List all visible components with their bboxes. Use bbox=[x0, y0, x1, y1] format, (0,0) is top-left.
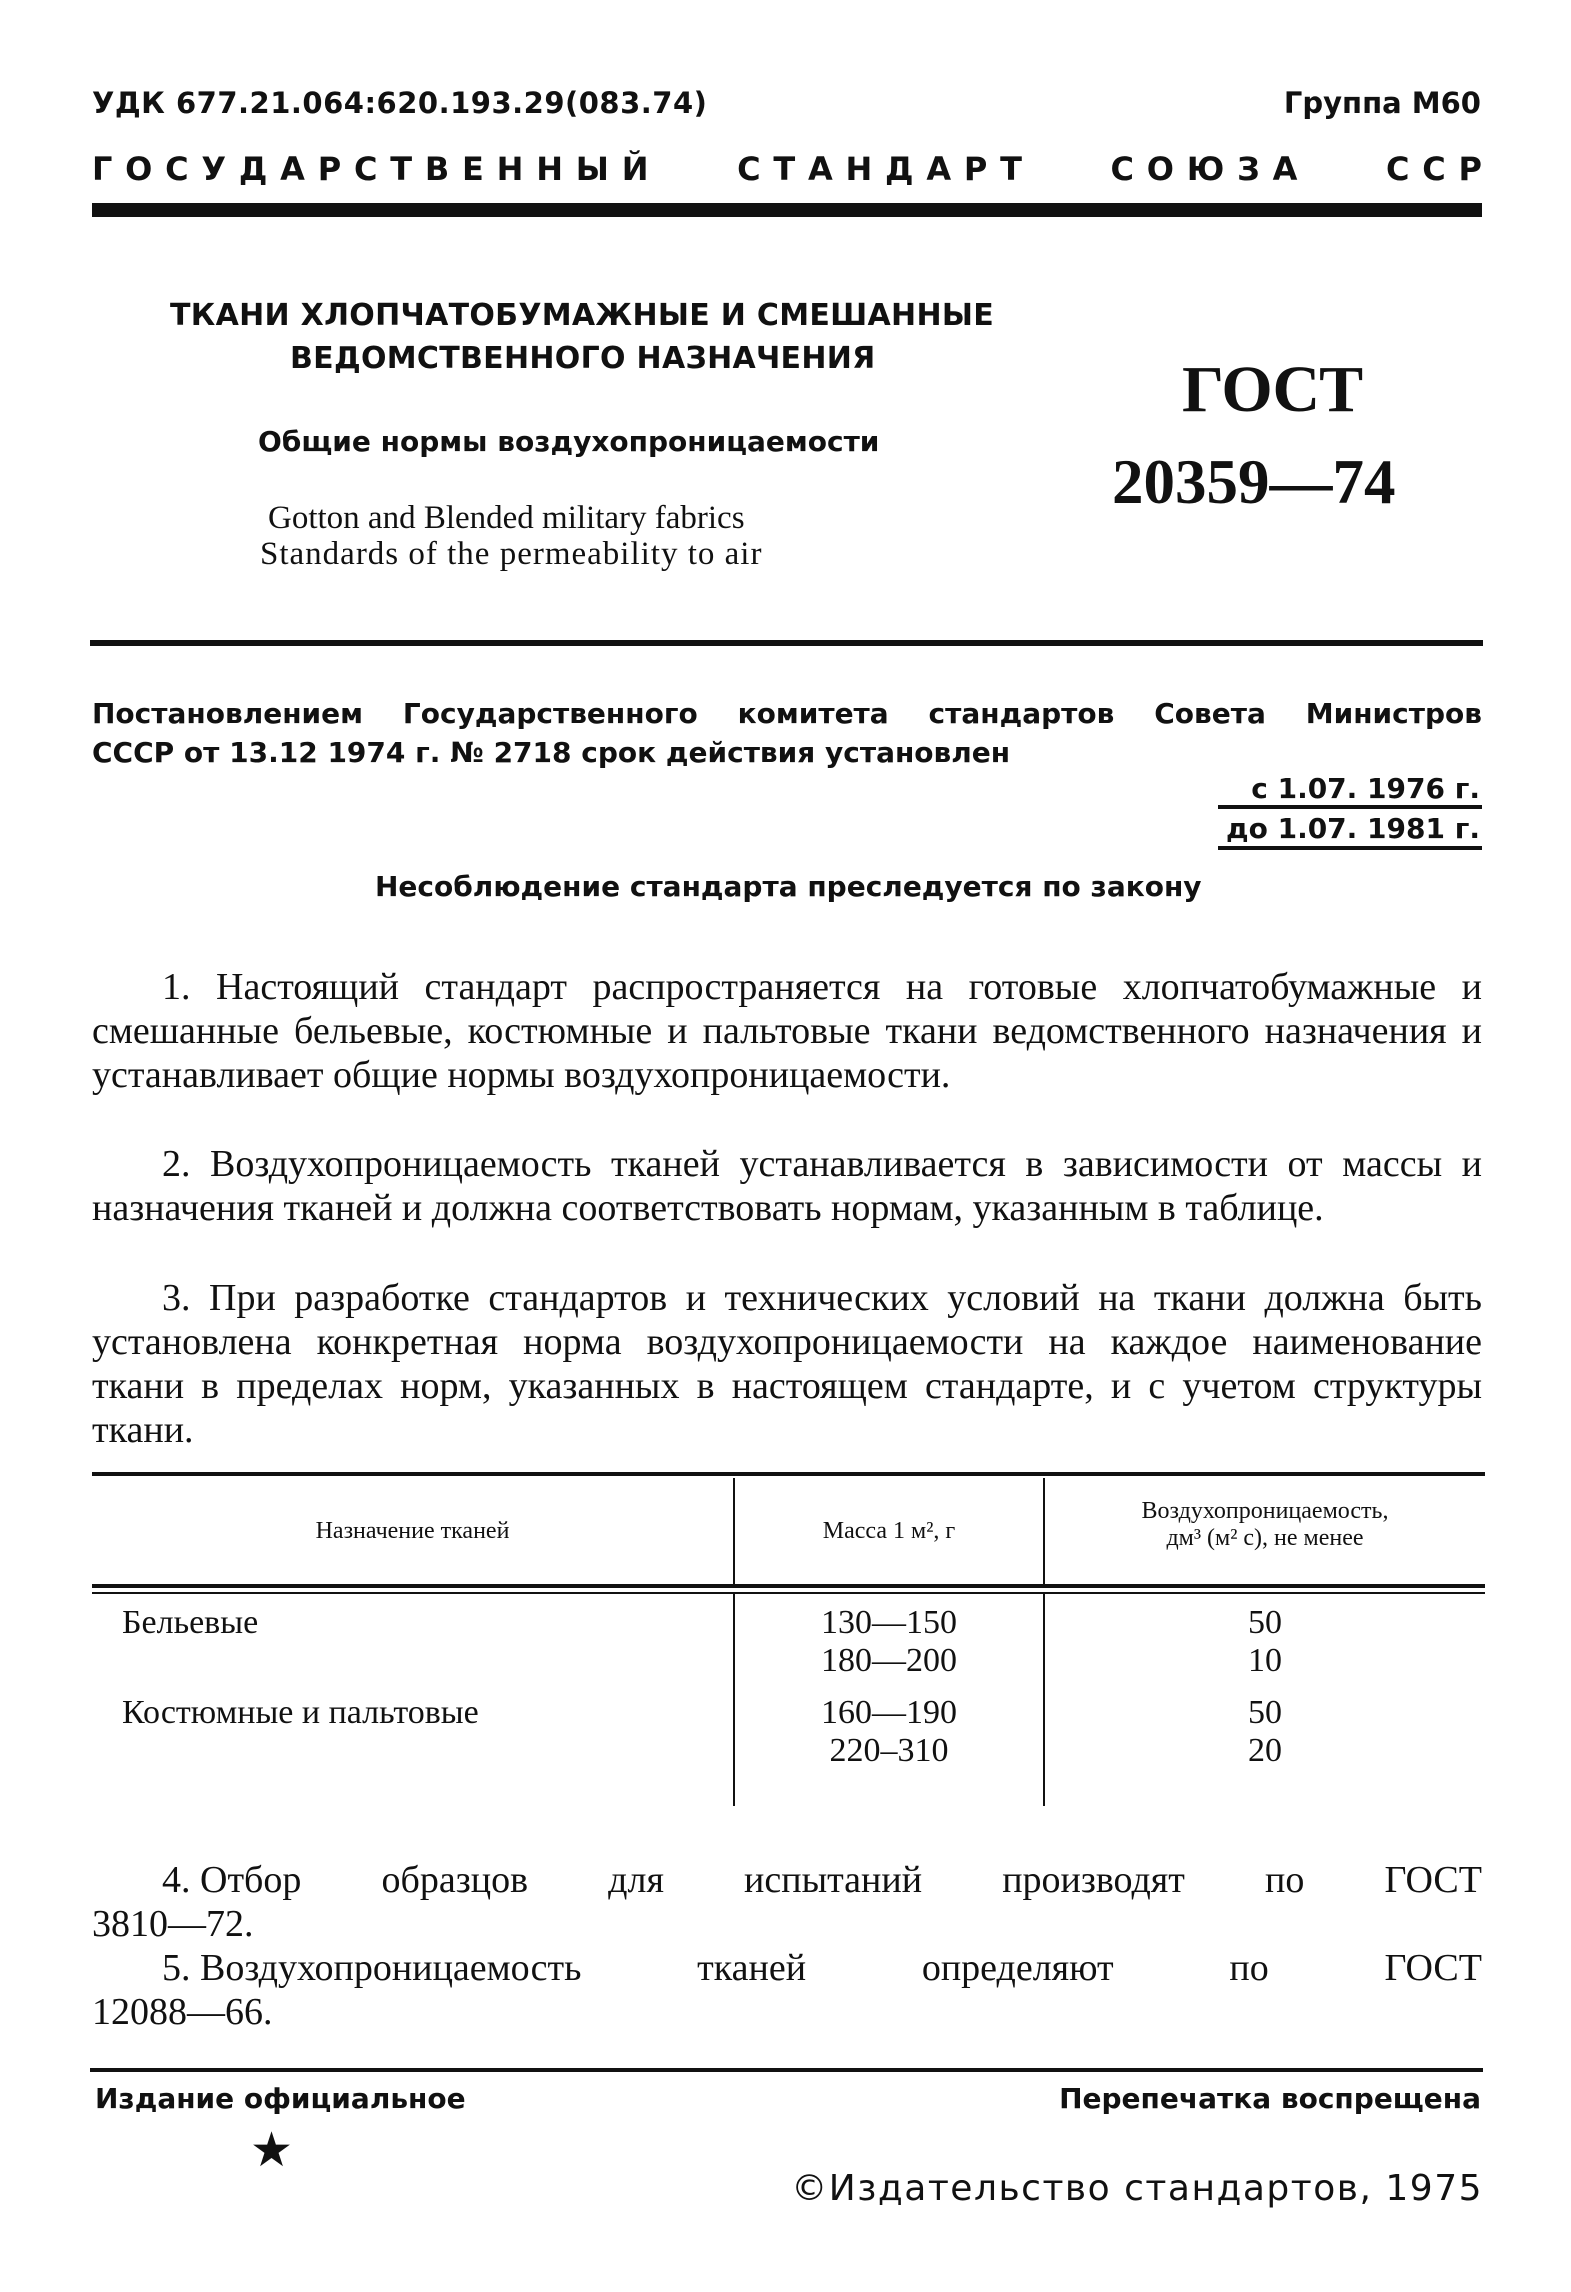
table-cell-permeability: 20 bbox=[1248, 1732, 1282, 1769]
table-header-permeability-line-2: дм³ (м² с), не менее bbox=[1166, 1525, 1364, 1551]
udk-code: УДК 677.21.064:620.193.29(083.74) bbox=[92, 86, 708, 120]
word: определяют bbox=[921, 1947, 1114, 1989]
word: ГОСТ bbox=[1384, 1947, 1482, 1989]
word: для bbox=[608, 1859, 664, 1901]
table-header-permeability-line-1: Воздухопроницаемость, bbox=[1141, 1498, 1389, 1524]
paragraph-4-line-1 bbox=[92, 1858, 1482, 1902]
table-cell-purpose: Бельевые bbox=[122, 1604, 259, 1641]
word: по bbox=[1229, 1947, 1269, 1989]
date-underline bbox=[1218, 846, 1482, 850]
word: тканей bbox=[697, 1947, 807, 1989]
state-standard-heading bbox=[92, 150, 1482, 188]
english-title-line-1: Gotton and Blended military fabrics bbox=[268, 500, 745, 536]
table-cell-permeability: 50 bbox=[1248, 1694, 1282, 1731]
paragraph-5-line-1 bbox=[92, 1946, 1482, 1990]
paragraph-3: 3. При разработке стандартов и технических условий на ткани должна быть установлена конкретная норма воздухопроницаемости на каждое наименование ткани в пределах норм, указанных в настоящем стандарте, и с учетом структуры ткани. bbox=[92, 1277, 1482, 1451]
non-compliance-notice: Несоблюдение стандарта преследуется по закону bbox=[375, 870, 1202, 903]
title-line-1: ТКАНИ ХЛОПЧАТОБУМАЖНЫЕ И СМЕШАННЫЕ bbox=[170, 298, 995, 333]
footer-rule bbox=[90, 2068, 1483, 2072]
title-divider bbox=[90, 640, 1483, 646]
decree-line-2: СССР от 13.12 1974 г. № 2718 срок действия установлен bbox=[92, 736, 1011, 769]
paragraph-1: 1. Настоящий стандарт распространяется на готовые хлопчатобумажные и смешанные бельевые, костюмные и пальтовые ткани ведомственного назначения и устанавливает общие нормы воздухопроницаемости. bbox=[92, 966, 1482, 1096]
table-header-purpose: Назначение тканей bbox=[315, 1518, 510, 1544]
table-cell-mass: 220–310 bbox=[829, 1732, 949, 1769]
heading-word: С О Ю З А bbox=[1110, 150, 1298, 188]
table-top-rule bbox=[92, 1472, 1485, 1476]
word: производят bbox=[1002, 1859, 1185, 1901]
table-header-rule bbox=[92, 1584, 1485, 1588]
heading-word: С С Р bbox=[1386, 150, 1482, 188]
table-header-mass: Масса 1 м², г bbox=[822, 1518, 956, 1544]
paragraph-4-line-2: 3810—72. bbox=[92, 1903, 254, 1945]
word: образцов bbox=[381, 1859, 529, 1901]
word: 5. Воздухопроницаемость bbox=[162, 1947, 582, 1989]
word: 4. Отбор bbox=[162, 1859, 302, 1901]
table-header-rule bbox=[92, 1592, 1485, 1594]
gost-label: ГОСТ bbox=[1182, 353, 1363, 426]
paragraph-2: 2. Воздухопроницаемость тканей устанавливается в зависимости от массы и назначения тканей и должна соответствовать нормам, указанным в таблице. bbox=[92, 1143, 1482, 1229]
table-cell-mass: 160—190 bbox=[821, 1694, 957, 1731]
table-header-permeability bbox=[1045, 1498, 1485, 1552]
title-line-2: ВЕДОМСТВЕННОГО НАЗНАЧЕНИЯ bbox=[290, 341, 876, 376]
heading-word: С Т А Н Д А Р Т bbox=[737, 150, 1022, 188]
word: ГОСТ bbox=[1384, 1859, 1482, 1901]
english-title-line-2: Standards of the permeability to аіr bbox=[260, 536, 763, 572]
paragraph-5-line-2: 12088—66. bbox=[92, 1991, 273, 2033]
validity-from-date: с 1.07. 1976 г. bbox=[1251, 772, 1480, 805]
date-underline bbox=[1218, 805, 1482, 809]
word: испытаний bbox=[744, 1859, 923, 1901]
gost-number: 20359—74 bbox=[1112, 447, 1396, 517]
table-cell-purpose: Костюмные и пальтовые bbox=[122, 1694, 479, 1731]
subtitle: Общие нормы воздухопроницаемости bbox=[258, 425, 880, 458]
official-edition-label: Издание официальное bbox=[95, 2082, 466, 2115]
word: по bbox=[1265, 1859, 1305, 1901]
table-cell-permeability: 10 bbox=[1248, 1642, 1282, 1679]
decree-line-1: Постановлением Государственного комитета стандартов Совета Министров bbox=[92, 697, 1482, 730]
validity-to-date: до 1.07. 1981 г. bbox=[1225, 812, 1480, 845]
table-cell-permeability: 50 bbox=[1248, 1604, 1282, 1641]
reprint-prohibited-label: Перепечатка воспрещена bbox=[1059, 2082, 1481, 2115]
table-cell-mass: 180—200 bbox=[821, 1642, 957, 1679]
table-cell-mass: 130—150 bbox=[821, 1604, 957, 1641]
heading-word: Г О С У Д А Р С Т В Е Н Н Ы Й bbox=[92, 150, 649, 188]
copyright-notice: ©Издательство стандартов, 1975 bbox=[791, 2168, 1483, 2209]
header-bar bbox=[92, 203, 1482, 217]
group-code: Группа М60 bbox=[1283, 86, 1481, 120]
star-icon: ★ bbox=[250, 2122, 294, 2178]
